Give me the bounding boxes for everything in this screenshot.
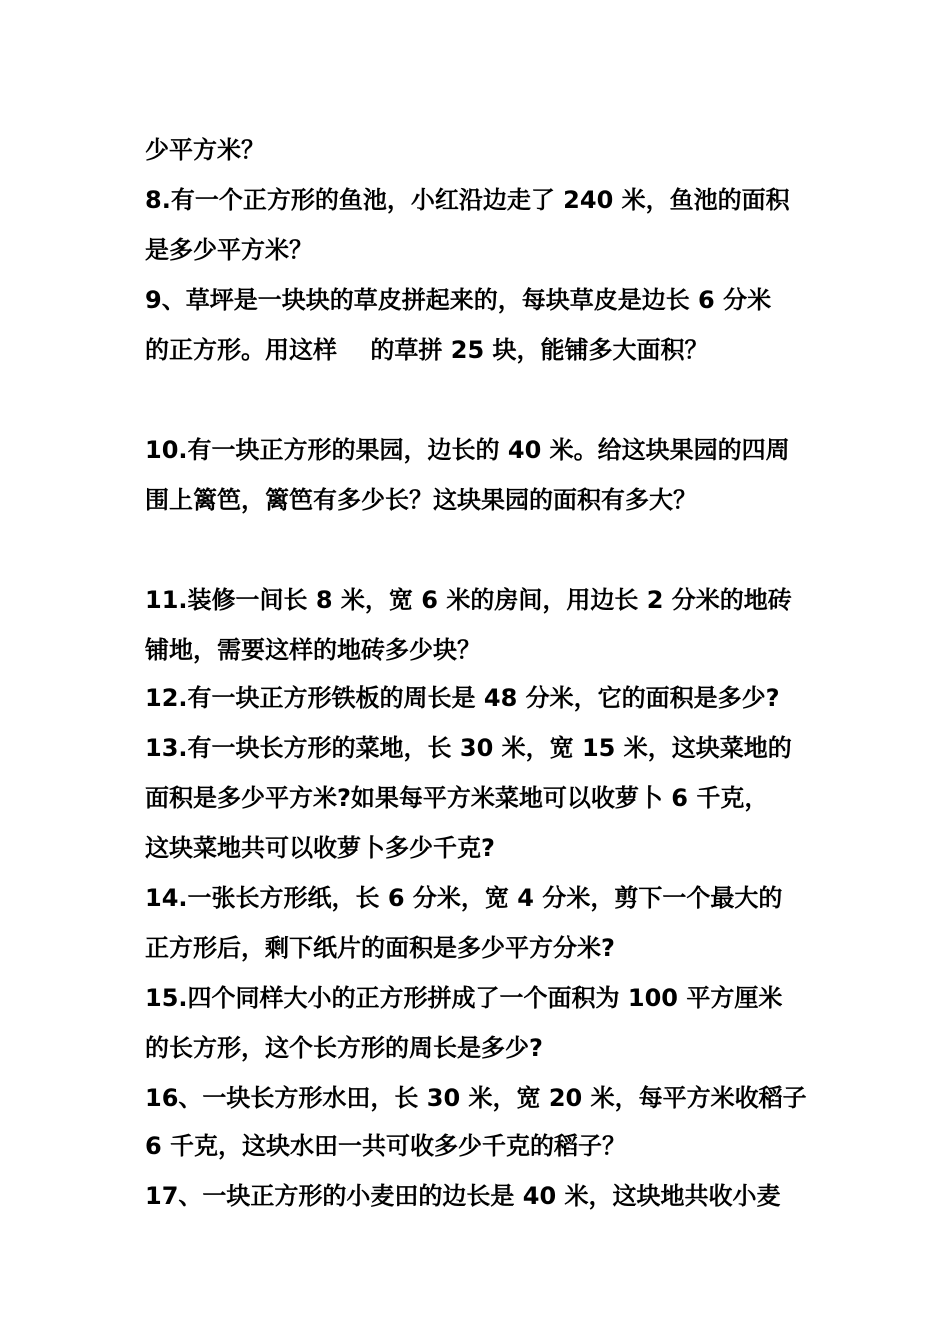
text-line: 的正方形。用这样 的草拼 25 块，能铺多大面积？ (145, 336, 709, 364)
text-line: 是多少平方米？ (145, 236, 313, 264)
text-line: 11.装修一间长 8 米，宽 6 米的房间，用边长 2 分米的地砖 (145, 586, 792, 614)
text-line: 8.有一个正方形的鱼池，小红沿边走了 240 米，鱼池的面积 (145, 186, 790, 214)
text-line: 的长方形，这个长方形的周长是多少? (145, 1034, 543, 1062)
text-line: 16、一块长方形水田，长 30 米，宽 20 米，每平方米收稻子 (145, 1084, 807, 1112)
text-line: 13.有一块长方形的菜地，长 30 米，宽 15 米，这块菜地的 (145, 734, 792, 762)
text-line: 6 千克，这块水田一共可收多少千克的稻子？ (145, 1132, 627, 1160)
text-line: 15.四个同样大小的正方形拼成了一个面积为 100 平方厘米 (145, 984, 783, 1012)
text-line: 14.一张长方形纸，长 6 分米，宽 4 分米，剪下一个最大的 (145, 884, 783, 912)
text-line: 17、一块正方形的小麦田的边长是 40 米，这块地共收小麦 (145, 1182, 781, 1210)
text-line: 正方形后，剩下纸片的面积是多少平方分米? (145, 934, 615, 962)
text-line: 铺地，需要这样的地砖多少块？ (145, 636, 481, 664)
text-line: 这块菜地共可以收萝卜多少千克? (145, 834, 495, 862)
text-line: 围上篱笆，篱笆有多少长？这块果园的面积有多大？ (145, 486, 697, 514)
text-line: 10.有一块正方形的果园，边长的 40 米。给这块果园的四周 (145, 436, 790, 464)
text-line: 面积是多少平方米?如果每平方米菜地可以收萝卜 6 千克， (145, 784, 769, 812)
text-line: 12.有一块正方形铁板的周长是 48 分米，它的面积是多少? (145, 684, 780, 712)
text-line: 9、草坪是一块块的草皮拼起来的，每块草皮是边长 6 分米 (145, 286, 772, 314)
text-line: 少平方米？ (145, 136, 265, 164)
